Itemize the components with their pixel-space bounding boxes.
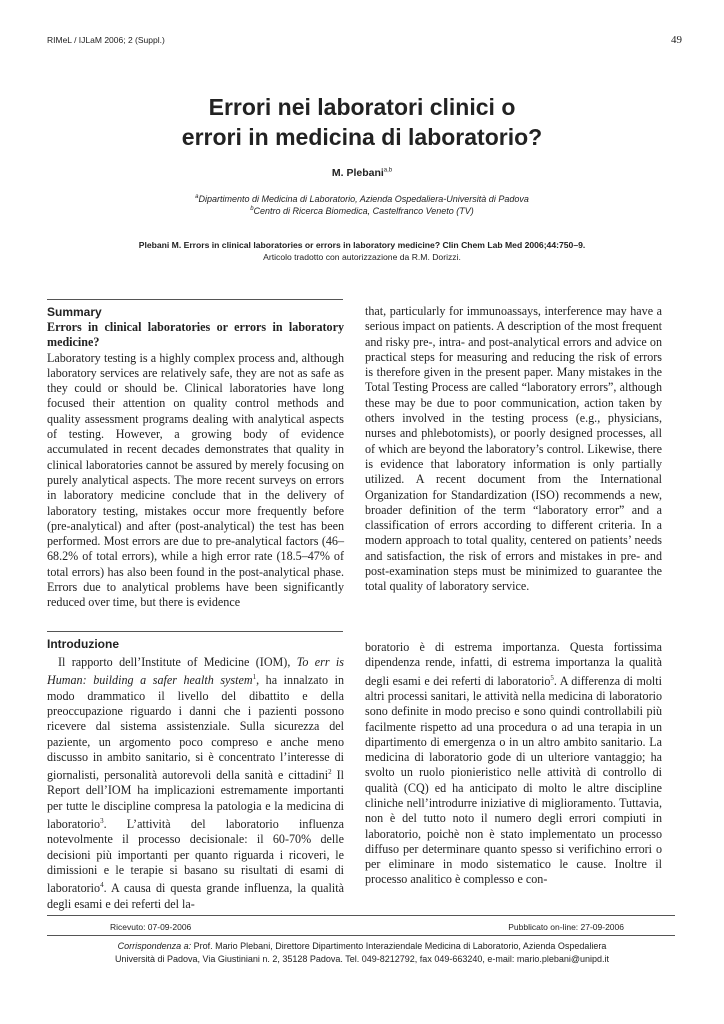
intro-column-left — [47, 655, 344, 912]
article-title — [0, 92, 724, 152]
iom-report-title: To err is Human: building a safer health system — [47, 655, 344, 688]
intro-text-2: , ha innalzato in modo drammatico il livello del dibattito e della preoccupazione riguardo i danni che i pazienti possono ricevere dal sistema assistenziale. Sulla sicurezza del paziente, un argomento poco compreso e anche meno discusso in ambito sanitario, si è concentrato l’interesse di giornalisti, personalità autorevoli della sanità e cittadini — [47, 673, 344, 783]
intro-text-6: boratorio è di estrema importanza. Questa fortissima dipendenza rende, infatti, di estrema importanza la qualità degli esami e dei referti di laboratorio — [365, 640, 662, 688]
summary-column-left — [47, 320, 344, 611]
correspondence — [0, 940, 724, 965]
title-line-1: Errori nei laboratori clinici o — [208, 94, 516, 120]
online-date: Pubblicato on-line: 27-09-2006 — [508, 922, 624, 932]
summary-text-left: Laboratory testing is a highly complex process and, although laboratory services are relatively safe, they are not as safe as they could or should be. Clinical laboratories have long focused their attention on quality control methods and quality assessment programs dealing with analytical aspects of testing. However, a growing body of evidence accumulated in recent decades demonstrates that quality in clinical laboratories cannot be assured by merely focusing on purely analytical aspects. The more recent surveys on errors in laboratory medicine conclude that in the delivery of laboratory testing, mistakes occur more frequently before (pre-analytical) and after (post-analytical) the test has been performed. Most errors are due to pre-analytical factors (46–68.2% of total errors), while a high error rate (18.5–47% of total errors) has also been found in the post-analytical phase. Errors due to analytical problems have been significantly reduced over time, but there is evidence — [47, 350, 344, 610]
author — [0, 167, 724, 179]
affil-text-a: Dipartimento di Medicina di Laboratorio, Azienda Ospedaliera-Università di Padova — [198, 194, 529, 204]
affiliation-b — [0, 206, 724, 216]
intro-text-3: Il Report dell’IOM ha implicazioni estremamente importanti per tutte le discipline compresa la patologia e la medicina di laboratorio — [47, 768, 344, 832]
ref-2: 2 — [328, 768, 332, 777]
intro-text-left — [47, 655, 344, 912]
running-head: RIMeL / IJLaM 2006; 2 (Suppl.) — [47, 35, 165, 45]
intro-rule — [47, 631, 343, 632]
intro-text-4: . L’attività del laboratorio influenza notevolmente il processo decisionale: il 60-70% delle decisioni più importanti per quanto riguarda i ricoveri, le dimissioni e le terapie si basano su risultati di esami di laboratorio — [47, 817, 344, 896]
page-number: 49 — [671, 34, 682, 46]
summary-text-right: that, particularly for immunoassays, interference may have a serious impact on patients. A description of the most frequent and risky pre-, intra- and post-analytical errors and advice on practical steps for measuring and reducing the risk of errors is therefore given in the present paper. Many mistakes in the Total Testing Process are called “laboratory errors”, although these may be due to poor communication, action taken by others involved in the testing process (e.g., physicians, nurses and phlebotomists), or poorly designed processes, all of which are beyond the laboratory’s control. Likewise, there is evidence that laboratory information is only partially utilized. A recent document from the International Organization for Standardization (ISO) recommends a new, broader definition of the term “laboratory error” and a classification of errors according to different criteria. In a modern approach to total quality, centered on patients’ needs and satisfaction, the risk of errors and mistakes in pre- and post-examination steps must be minimized to guarantee the total quality of laboratory service. — [365, 304, 662, 594]
intro-heading: Introduzione — [47, 637, 119, 651]
intro-text-1: Il rapporto dell’Institute of Medicine (IOM), — [58, 655, 297, 669]
correspondence-line-2: Università di Padova, Via Giustiniani n. 2, 35128 Padova. Tel. 049-8212792, fax 049-663240, e-mail: mario.plebani@unipd.it — [114, 953, 610, 964]
affil-sup-a: a — [195, 194, 199, 200]
summary-subheading: Errors in clinical laboratories or errors in laboratory medicine? — [47, 320, 344, 350]
ref-1: 1 — [252, 673, 257, 682]
ref-4: 4 — [100, 881, 104, 890]
citation: Plebani M. Errors in clinical laboratories or errors in laboratory medicine? Clin Chem Lab Med 2006;44:750–9. — [138, 240, 586, 250]
affil-text-b: Centro di Ricerca Biomedica, Castelfranco Veneto (TV) — [253, 206, 474, 216]
author-affil-sup: a,b — [383, 167, 393, 174]
intro-column-right — [365, 640, 662, 888]
affiliation-a — [0, 194, 724, 204]
correspondence-text-1: Prof. Mario Plebani, Direttore Dipartimento Interaziendale Medicina di Laboratorio, Azienda Ospedaliera — [191, 941, 607, 951]
intro-text-5: . A causa di questa grande influenza, la qualità degli esami e dei referti del la- — [47, 881, 344, 911]
summary-rule — [47, 299, 343, 300]
ref-5: 5 — [550, 673, 554, 682]
translation-note: Articolo tradotto con autorizzazione da R.M. Dorizzi. — [263, 252, 461, 262]
correspondence-label: Corrispondenza a: — [117, 941, 192, 951]
footer-rule-top — [47, 915, 675, 916]
correspondence-line-1 — [0, 940, 724, 953]
title-line-2: errori in medicina di laboratorio? — [181, 124, 543, 150]
ref-3: 3 — [100, 817, 104, 826]
author-name: M. Plebani — [331, 167, 384, 179]
received-date: Ricevuto: 07-09-2006 — [110, 922, 192, 932]
summary-column-right — [365, 304, 662, 595]
footer-rule-bottom — [47, 935, 675, 936]
intro-text-7: . A differenza di molti altri processi sanitari, le attività nella medicina di laboratorio sono definite in modo preciso e sono quindi controllabili più facilmente rispetto ad una procedura o ad una terapia in un dipartimento di emergenza o in un altro ambito sanitario. La medicina di laboratorio gode di un ulteriore vantaggio; ha svolto un ruolo pionieristico nelle attività di controllo di qualità (CQ) ed ha anticipato di molto le altre discipline cliniche nell’introdurre iniziative di miglioramento. Tuttavia, non è del tutto noto il numero degli errori compiuti in laboratorio, poichè non è stato implementato un processo diffuso per determinare quanto spesso si verifichino errori o per eliminare in modo sistematico le cause. Inoltre il processo analitico è complesso e con- — [365, 673, 662, 887]
summary-heading: Summary — [47, 305, 102, 319]
affil-sup-b: b — [250, 206, 254, 212]
intro-text-right — [365, 640, 662, 888]
